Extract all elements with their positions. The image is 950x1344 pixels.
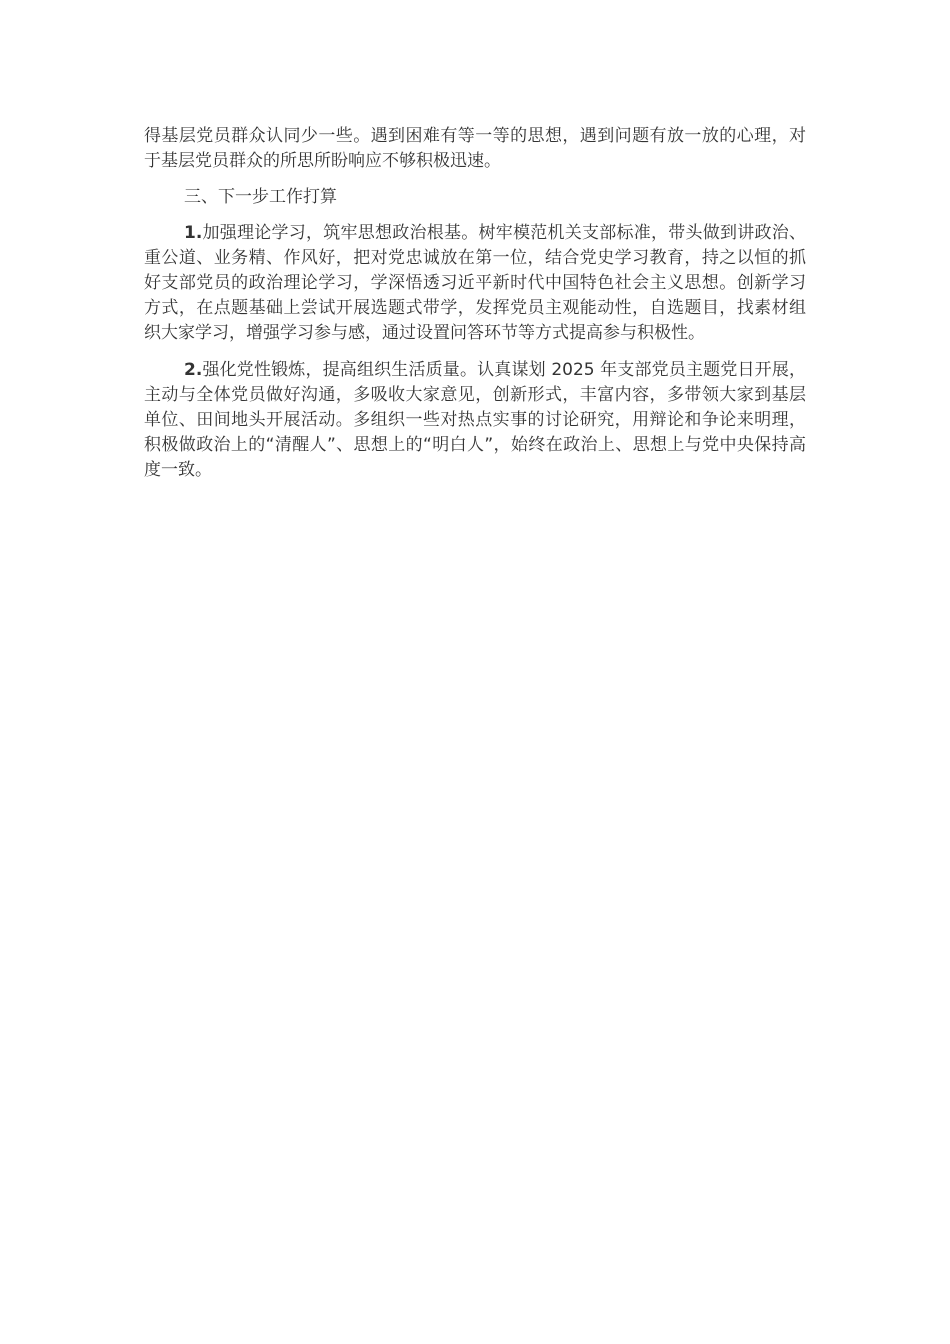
continuation-paragraph: 得基层党员群众认同少一些。遇到困难有等一等的思想，遇到问题有放一放的心理，对于基层党员群众的所思所盼响应不够积极迅速。 (144, 126, 806, 171)
item-number: 1. (184, 223, 203, 243)
list-item (144, 221, 806, 346)
list-item (144, 358, 806, 483)
item-text: 强化党性锻炼，提高组织生活质量。认真谋划 2025 年支部党员主题党日开展，主动与全体党员做好沟通，多吸收大家意见，创新形式，丰富内容，多带领大家到基层单位、田间地头开展活动。多组织一些对热点实事的讨论研究，用辩论和争论来明理，积极做政治上的“清醒人”、思想上的“明白人”，始终在政治上、思想上与党中央保持高度一致。 (144, 360, 806, 480)
item-text: 加强理论学习，筑牢思想政治根基。树牢模范机关支部标准，带头做到讲政治、重公道、业务精、作风好，把对党忠诚放在第一位，结合党史学习教育，持之以恒的抓好支部党员的政治理论学习，学深悟透习近平新时代中国特色社会主义思想。创新学习方式，在点题基础上尝试开展选题式带学，发挥党员主观能动性，自选题目，找素材组织大家学习，增强学习参与感，通过设置问答环节等方式提高参与积极性。 (144, 223, 806, 343)
item-number: 2. (184, 360, 203, 380)
section-heading: 三、下一步工作打算 (184, 187, 337, 207)
document-page (144, 124, 806, 483)
